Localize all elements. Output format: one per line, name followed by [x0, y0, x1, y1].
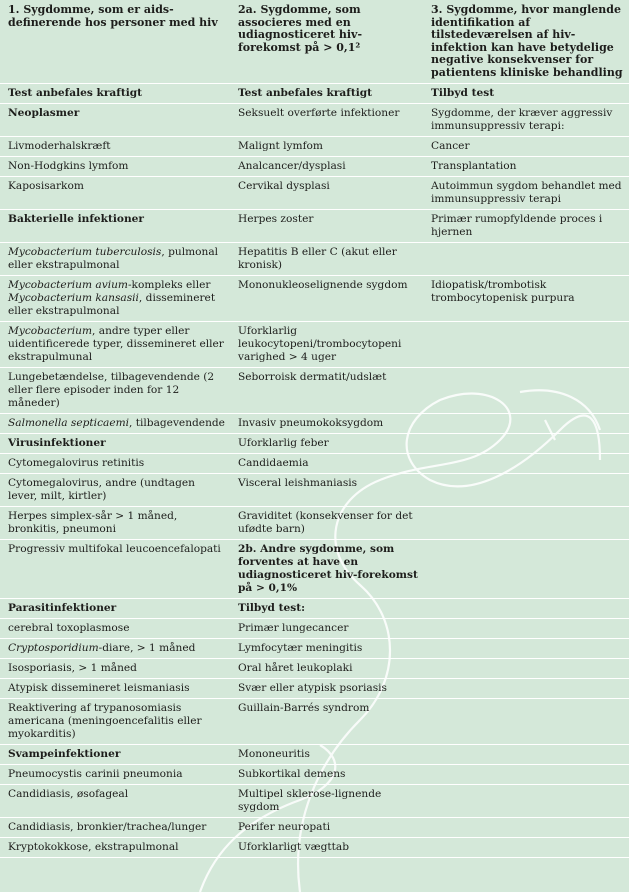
cell: Subkortikal demens: [230, 765, 423, 785]
cell: Candidaemia: [230, 454, 423, 474]
cell: Hepatitis B eller C (akut eller kronisk): [230, 243, 423, 276]
cell: Kaposisarkom: [0, 177, 230, 210]
cell: [423, 454, 629, 474]
cell: Cervikal dysplasi: [230, 177, 423, 210]
cell: [0, 243, 230, 276]
cell: Uforklarligt vægttab: [230, 838, 423, 858]
table-row: [0, 177, 629, 210]
table-row: [0, 454, 629, 474]
table-row: [0, 210, 629, 243]
cell-italic: Salmonella septicaemi: [8, 417, 130, 429]
table-row: [0, 434, 629, 454]
cell: Analcancer/dysplasi: [230, 157, 423, 177]
cell: Oral håret leukoplaki: [230, 659, 423, 679]
cell: Kryptokokkose, ekstrapulmonal: [0, 838, 230, 858]
cell: Isosporiasis, > 1 måned: [0, 659, 230, 679]
cell: [423, 818, 629, 838]
table-row: [0, 368, 629, 414]
subheader-3: Tilbyd test: [423, 84, 629, 104]
cell: Mononeuritis: [230, 745, 423, 765]
table-row: [0, 322, 629, 368]
cell: Idiopatisk/trombotisk trombocytopenisk purpura: [423, 276, 629, 322]
table-row: [0, 785, 629, 818]
cell-italic: Cryptosporidium: [8, 642, 99, 654]
table-row: [0, 104, 629, 137]
cell-text: , pulmonal eller ekstrapulmonal: [8, 246, 219, 271]
cell: [423, 639, 629, 659]
cell: Multipel sklerose-lignende sygdom: [230, 785, 423, 818]
cell-text: -kompleks eller: [127, 279, 211, 291]
cell: Sygdomme, der kræver aggressiv immunsuppressiv terapi:: [423, 104, 629, 137]
table-row: [0, 639, 629, 659]
table-row: [0, 599, 629, 619]
subheader-1: Test anbefales kraftigt: [0, 84, 230, 104]
subheader-2: Test anbefales kraftigt: [230, 84, 423, 104]
cell: Mononukleoselignende sygdom: [230, 276, 423, 322]
cell: Uforklarlig leukocytopeni/trombocytopeni varighed > 4 uger: [230, 322, 423, 368]
table-row: [0, 243, 629, 276]
cell: Lungebetændelse, tilbagevendende (2 eller flere episoder inden for 12 måneder): [0, 368, 230, 414]
cell: Lymfocytær meningitis: [230, 639, 423, 659]
cell-text: -diare, > 1 måned: [98, 642, 196, 654]
table-row: [0, 276, 629, 322]
table-row: [0, 699, 629, 745]
table-row: [0, 507, 629, 540]
cell: Bakterielle infektioner: [0, 210, 230, 243]
cell: Livmoderhalskræft: [0, 137, 230, 157]
cell-text: , andre typer eller uidentificerede typer, dissemineret eller ekstrapulmunal: [8, 325, 224, 363]
cell: Primær rumopfyldende proces i hjernen: [423, 210, 629, 243]
cell: Pneumocystis carinii pneumonia: [0, 765, 230, 785]
cell: [423, 659, 629, 679]
cell: [423, 368, 629, 414]
cell-italic: Mycobacterium tuberculosis: [8, 246, 162, 258]
cell: [423, 474, 629, 507]
cell-italic: Mycobacterium kansasii: [8, 292, 139, 304]
table-row: [0, 474, 629, 507]
cell-italic: Mycobacterium: [8, 325, 93, 337]
cell: Reaktivering af trypanosomiasis americana (meningoencefalitis eller myokarditis): [0, 699, 230, 745]
table-row: [0, 818, 629, 838]
cell-italic: Mycobacterium avium: [8, 279, 128, 291]
column-header-3: 3. Sygdomme, hvor manglende identifikation af tilstedeværelsen af hiv-infektion kan have betydelige negative konsekvenser for patientens kliniske behandling: [423, 0, 629, 84]
cell: Cancer: [423, 137, 629, 157]
cell: Herpes simplex-sår > 1 måned, bronkitis, pneumoni: [0, 507, 230, 540]
cell: [423, 745, 629, 765]
cell: [423, 322, 629, 368]
cell: Tilbyd test:: [230, 599, 423, 619]
cell: Cytomegalovirus, andre (undtagen lever, milt, kirtler): [0, 474, 230, 507]
column-header-1: 1. Sygdomme, som er aids-definerende hos personer med hiv: [0, 0, 230, 84]
cell: Perifer neuropati: [230, 818, 423, 838]
cell: Progressiv multifokal leucoencefalopati: [0, 540, 230, 599]
cell: [423, 699, 629, 745]
table-row: [0, 137, 629, 157]
table-row: [0, 540, 629, 599]
cell: Invasiv pneumokoksygdom: [230, 414, 423, 434]
cell: Malignt lymfom: [230, 137, 423, 157]
cell: [0, 276, 230, 322]
cell: [423, 765, 629, 785]
cell: Cytomegalovirus retinitis: [0, 454, 230, 474]
cell: Virusinfektioner: [0, 434, 230, 454]
cell-section-heading: 2b. Andre sygdomme, som forventes at have en udiagnosticeret hiv-forekomst på > 0,1%: [230, 540, 423, 599]
table-row: [0, 619, 629, 639]
cell: [423, 434, 629, 454]
cell: [423, 414, 629, 434]
cell: Neoplasmer: [0, 104, 230, 137]
cell: [423, 838, 629, 858]
cell: Herpes zoster: [230, 210, 423, 243]
table-subheader-row: [0, 84, 629, 104]
cell: Svær eller atypisk psoriasis: [230, 679, 423, 699]
cell: [423, 540, 629, 599]
cell: [0, 414, 230, 434]
cell: Seborroisk dermatit/udslæt: [230, 368, 423, 414]
table-row: [0, 838, 629, 858]
table-row: [0, 765, 629, 785]
cell: [423, 507, 629, 540]
cell: [423, 785, 629, 818]
cell: Guillain-Barrés syndrom: [230, 699, 423, 745]
column-header-2: 2a. Sygdomme, som associeres med en udiagnosticeret hiv-forekomst på > 0,1²: [230, 0, 423, 84]
table-header-row: [0, 0, 629, 84]
cell: Non-Hodgkins lymfom: [0, 157, 230, 177]
cell: [423, 599, 629, 619]
table-row: [0, 157, 629, 177]
cell: Graviditet (konsekvenser for det ufødte barn): [230, 507, 423, 540]
table-row: [0, 745, 629, 765]
cell: cerebral toxoplasmose: [0, 619, 230, 639]
cell: [0, 639, 230, 659]
cell: Atypisk dissemineret leismaniasis: [0, 679, 230, 699]
cell: Seksuelt overførte infektioner: [230, 104, 423, 137]
cell: Primær lungecancer: [230, 619, 423, 639]
table-row: [0, 679, 629, 699]
cell: Uforklarlig feber: [230, 434, 423, 454]
cell: [423, 679, 629, 699]
cell: [0, 322, 230, 368]
cell: Visceral leishmaniasis: [230, 474, 423, 507]
cell-text: , tilbagevendende: [129, 417, 225, 429]
cell: Svampeinfektioner: [0, 745, 230, 765]
cell-text: , dissemineret eller ekstrapulmonal: [8, 292, 216, 317]
table-row: [0, 659, 629, 679]
cell: [423, 243, 629, 276]
cell: [423, 619, 629, 639]
cell: Autoimmun sygdom behandlet med immunsuppressiv terapi: [423, 177, 629, 210]
cell: Transplantation: [423, 157, 629, 177]
cell: Parasitinfektioner: [0, 599, 230, 619]
cell: Candidiasis, øsofageal: [0, 785, 230, 818]
table-row: [0, 414, 629, 434]
cell: Candidiasis, bronkier/trachea/lunger: [0, 818, 230, 838]
